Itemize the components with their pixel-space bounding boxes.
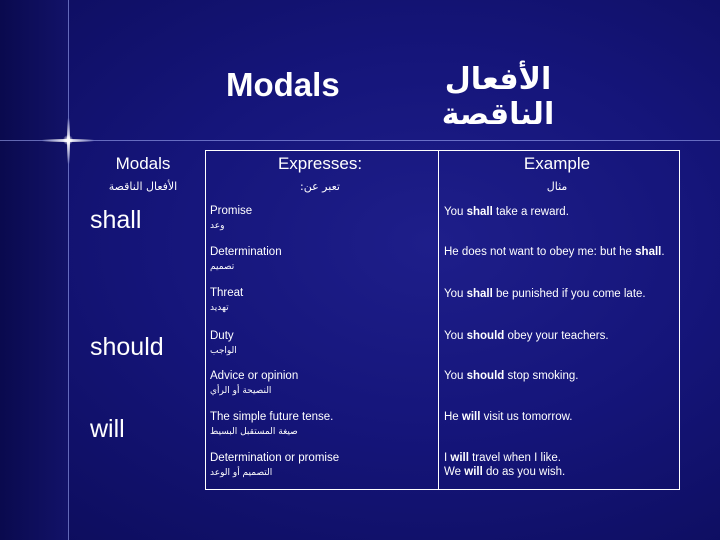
example-modal: shall (466, 288, 493, 300)
left-band (0, 0, 68, 540)
modal-will: will (90, 415, 125, 443)
decorative-horizontal-line (0, 140, 720, 141)
modal-shall: shall (90, 206, 142, 234)
example-row-7 (444, 451, 672, 479)
meaning-arabic: تصميم (210, 262, 235, 272)
meaning-label: Promise (210, 205, 253, 217)
meaning-duty (210, 329, 237, 358)
example-text: He does not want to obey me: but he (444, 246, 636, 258)
header-example-arabic: مثال (546, 180, 568, 193)
meaning-determination (210, 245, 282, 274)
header-modals-arabic: الأفعال الناقصة (108, 180, 178, 193)
example-modal: should (466, 370, 505, 382)
meaning-label: Duty (210, 330, 234, 342)
example-modal: will (461, 411, 481, 423)
example-text: obey your teachers. (504, 330, 609, 342)
example-text: You (444, 330, 467, 342)
example-line (444, 465, 672, 479)
slide-title-arabic: الأفعال الناقصة (441, 62, 555, 132)
example-row-3 (444, 287, 672, 301)
meaning-label: Threat (210, 287, 244, 299)
sparkle-icon (63, 135, 73, 145)
example-row-4 (444, 329, 672, 343)
meaning-label: The simple future tense. (210, 411, 334, 423)
example-modal: will (450, 452, 469, 464)
modals-table (205, 150, 680, 490)
example-row-5 (444, 369, 672, 383)
meaning-label: Determination (210, 246, 282, 258)
example-text: stop smoking. (504, 370, 579, 382)
meaning-simple-future (210, 410, 333, 439)
meaning-label: Advice or opinion (210, 370, 299, 382)
example-text: You (444, 370, 467, 382)
example-text: . (661, 246, 665, 258)
example-text: visit us tomorrow. (480, 411, 573, 423)
meaning-advice-or-opinion (210, 369, 298, 398)
modal-should: should (90, 333, 164, 361)
example-text: travel when I like. (468, 452, 561, 464)
slide-title-english: Modals (226, 66, 340, 103)
header-expresses: Expresses: (277, 154, 363, 173)
column-divider (438, 151, 439, 489)
example-row-2 (444, 245, 670, 259)
example-text: You (444, 288, 467, 300)
example-text: He (444, 411, 462, 423)
meaning-arabic: تهديد (210, 303, 229, 313)
header-modals: Modals (115, 154, 171, 173)
header-expresses-arabic: تعبر عن: (300, 180, 340, 193)
meaning-label: Determination or promise (210, 452, 340, 464)
example-text: We (444, 466, 465, 478)
example-text: be punished if you come late. (492, 288, 646, 300)
example-modal: shall (635, 246, 662, 258)
example-modal: should (466, 330, 505, 342)
example-text: do as you wish. (482, 466, 566, 478)
header-example: Example (523, 154, 591, 173)
meaning-arabic: الواجب (210, 346, 237, 356)
example-modal: shall (466, 206, 493, 218)
meaning-arabic: النصيحة أو الرأي (210, 386, 272, 396)
meaning-determination-or-promise (210, 451, 339, 480)
example-line (444, 451, 672, 465)
decorative-vertical-line (68, 0, 69, 540)
example-text: take a reward. (492, 206, 569, 218)
meaning-arabic: وعد (210, 221, 225, 231)
example-row-1 (444, 205, 672, 219)
example-text: I (444, 452, 451, 464)
meaning-threat (210, 286, 243, 315)
meaning-arabic: صيغة المستقبل البسيط (210, 427, 298, 437)
example-row-6 (444, 410, 672, 424)
meaning-promise (210, 204, 252, 233)
meaning-arabic: التصميم أو الوعد (210, 468, 273, 478)
example-modal: will (464, 466, 483, 478)
example-text: You (444, 206, 467, 218)
